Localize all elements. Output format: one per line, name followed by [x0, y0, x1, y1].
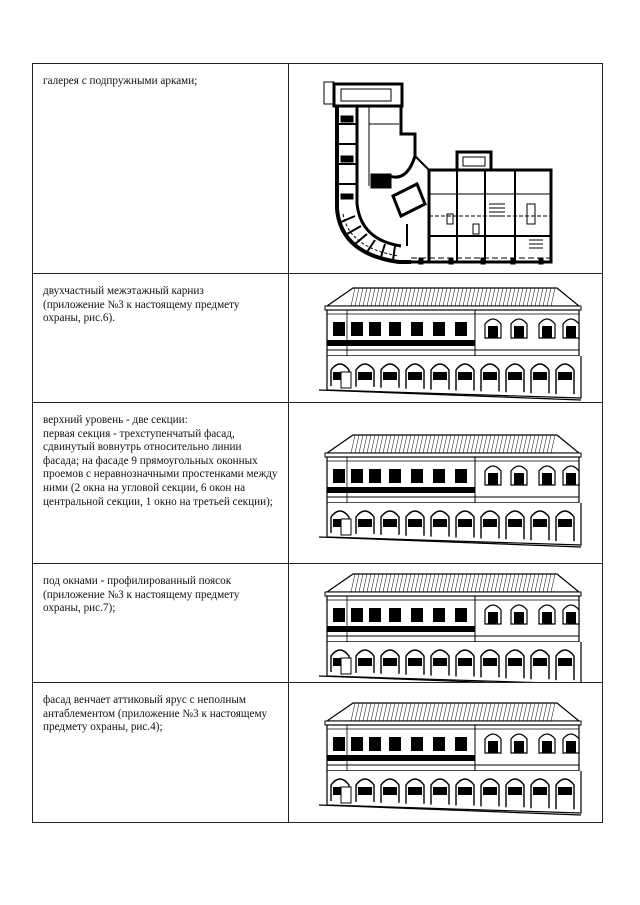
description-cell: [33, 274, 289, 403]
table-row: [33, 683, 603, 823]
description-cell: [33, 564, 289, 683]
description-cell: [33, 64, 289, 274]
description-text: под окнами - профилированный поясок (приложение №3 к настоящему предмету охраны, рис.7);: [43, 575, 240, 615]
image-cell: [289, 403, 603, 564]
table-row: [33, 403, 603, 564]
image-cell: [289, 64, 603, 274]
description-text: галерея с подпружными арками;: [43, 75, 198, 87]
facade-elevation-drawing: [289, 274, 603, 402]
description-text: верхний уровень - две секции: первая секция - трехступенчатый фасад, сдвинутый вовнутрь относительно линии фасада; на фасаде 9 прямоугольных оконных проемов с неравнозначными простенками между ними (2 окна на угловой секции, 6 окон на центральной секции, 1 окно на третьей секции);: [43, 414, 278, 508]
facade-elevation-drawing: [289, 683, 603, 822]
image-cell: [289, 564, 603, 683]
image-cell: [289, 683, 603, 823]
image-cell: [289, 274, 603, 403]
floor-plan-drawing: [289, 64, 603, 273]
description-cell: [33, 683, 289, 823]
facade-elevation-drawing: [289, 403, 603, 563]
facade-elevation-drawing: [289, 564, 603, 682]
description-text: фасад венчает аттиковый ярус с неполным антаблементом (приложение №3 к настоящему предмету охраны, рис.4);: [43, 694, 268, 734]
table-row: [33, 64, 603, 274]
table-row: [33, 564, 603, 683]
table-row: [33, 274, 603, 403]
description-text: двухчастный межэтажный карниз (приложение №3 к настоящему предмету охраны, рис.6).: [43, 285, 240, 325]
heritage-elements-table: [32, 63, 603, 823]
description-cell: [33, 403, 289, 564]
